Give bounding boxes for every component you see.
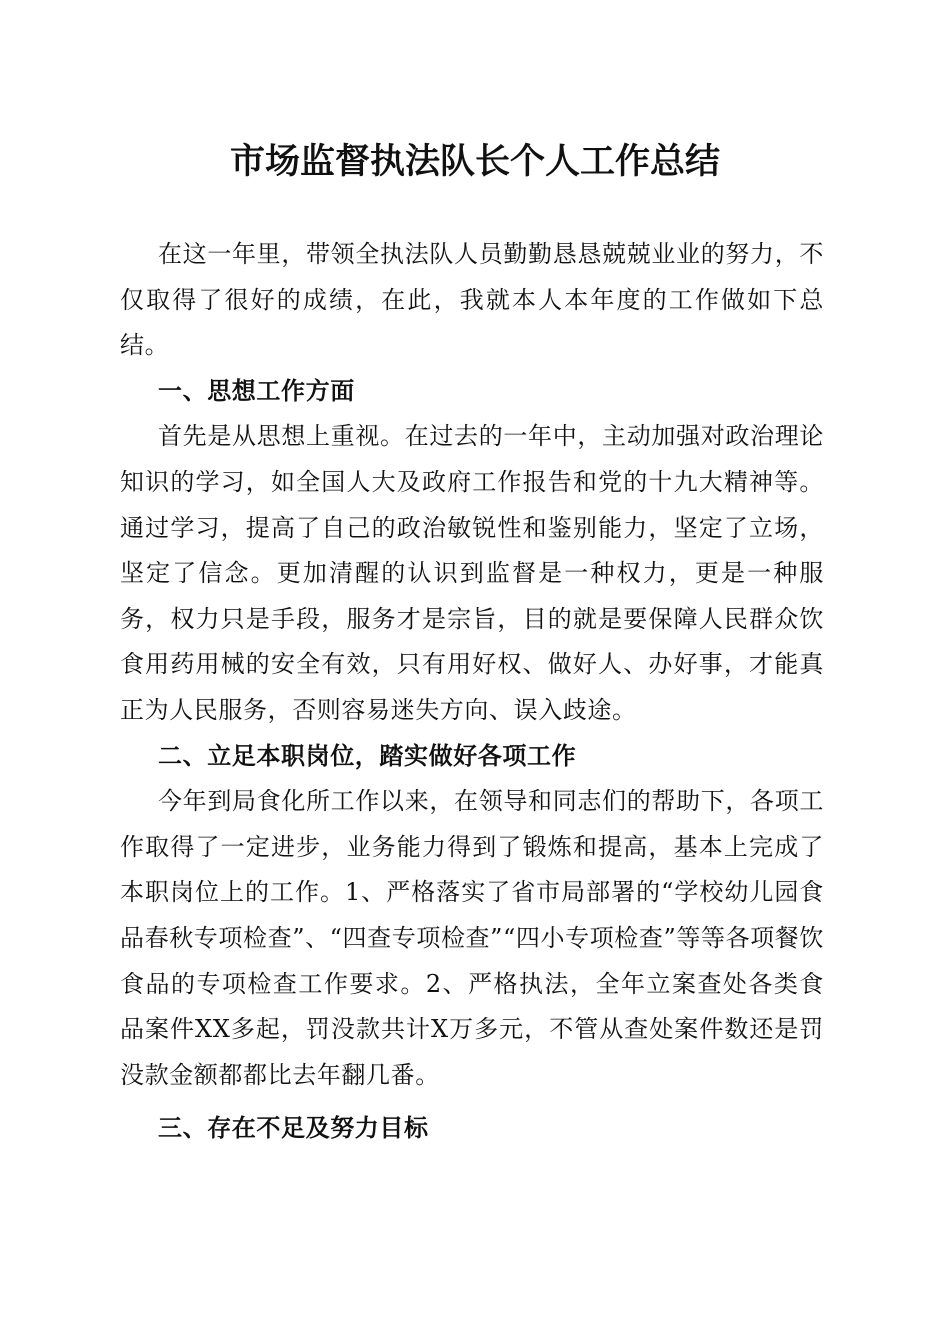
section-body-duties: 今年到局食化所工作以来，在领导和同志们的帮助下，各项工作取得了一定进步，业务能力得到了锻炼和提高，基本上完成了本职岗位上的工作。1、严格落实了省市局部署的“学校幼儿园食品春秋专项检查”、“四查专项检查”“四小专项检查”等等各项餐饮食品的专项检查工作要求。2、严格执法，全年立案查处各类食品案件XX多起，罚没款共计X万多元，不管从查处案件数还是罚没款金额都都比去年翻几番。 (120, 787, 824, 1089)
document-title: 市场监督执法队长个人工作总结 (229, 141, 720, 182)
document-body (120, 232, 824, 1152)
section-heading-ideology: 一、思想工作方面 (158, 376, 355, 405)
section-body-ideology: 首先是从思想上重视。在过去的一年中，主动加强对政治理论知识的学习，如全国人大及政府工作报告和党的十九大精神等。通过学习，提高了自己的政治敏锐性和鉴别能力，坚定了立场，坚定了信念。更加清醒的认识到监督是一种权力，更是一种服务，权力只是手段，服务才是宗旨，目的就是要保障人民群众饮食用药用械的安全有效，只有用好权、做好人、办好事，才能真正为人民服务，否则容易迷失方向、误入歧途。 (120, 422, 824, 724)
intro-paragraph: 在这一年里，带领全执法队人员勤勤恳恳兢兢业业的努力，不仅取得了很好的成绩，在此，我就本人本年度的工作做如下总结。 (120, 240, 824, 360)
section-heading-shortcomings: 三、存在不足及努力目标 (158, 1114, 429, 1143)
section-heading-duties: 二、立足本职岗位，踏实做好各项工作 (158, 741, 577, 770)
